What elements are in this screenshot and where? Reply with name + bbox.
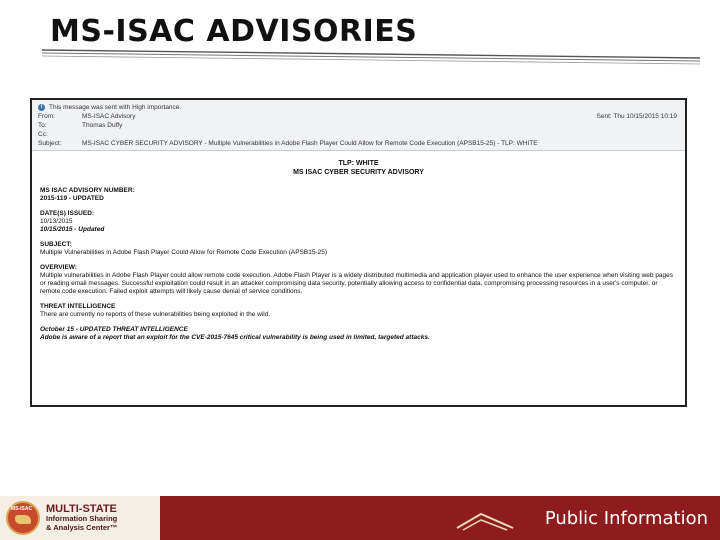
threat-text: There are currently no reports of these vulnerabilities being exploited in the wild. — [40, 311, 271, 318]
dates-label: DATE(S) ISSUED: — [40, 210, 95, 217]
chevron-decoration-icon — [455, 508, 515, 532]
from-label: From: — [38, 113, 55, 120]
subject-value: MS-ISAC CYBER SECURITY ADVISORY - Multiple Vulnerabilities in Adobe Flash Player Could Allow for Remote Code Execution (APSB15-25) - TLP: WHITE — [82, 140, 538, 147]
slide-title: MS-ISAC ADVISORIES — [50, 14, 418, 49]
importance-banner — [38, 103, 679, 112]
tlp-heading — [40, 159, 677, 177]
update-label: October 15 - UPDATED THREAT INTELLIGENCE — [40, 326, 188, 333]
footer-public-information: Public Information — [544, 508, 708, 529]
cc-value — [82, 130, 679, 139]
ms-isac-logo — [0, 496, 160, 540]
importance-text: This message was sent with High importance. — [49, 104, 182, 111]
us-map-icon — [15, 515, 31, 524]
overview-label: OVERVIEW: — [40, 264, 77, 271]
from-row — [38, 112, 679, 121]
to-label: To: — [38, 122, 47, 129]
date-updated: 10/15/2015 - Updated — [40, 226, 105, 233]
threat-label: THREAT INTELLIGENCE — [40, 303, 116, 310]
date-issued: 10/13/2015 — [40, 218, 73, 225]
logo-line2: Information Sharing — [46, 513, 118, 523]
cc-row — [38, 130, 679, 139]
logo-line1: MULTI-STATE — [46, 502, 117, 515]
advisory-title: MS ISAC CYBER SECURITY ADVISORY — [293, 169, 424, 176]
from-value[interactable]: MS-ISAC Advisory — [82, 113, 136, 120]
update-text: Adobe is aware of a report that an exploit for the CVE-2015-7645 critical vulnerability is being used in limited, targeted attacks. — [40, 334, 430, 341]
email-header — [32, 100, 685, 151]
to-row — [38, 121, 679, 130]
subject-row — [38, 139, 679, 148]
overview-text: Multiple vulnerabilities in Adobe Flash Player could allow remote code execution. Adobe Flash Player is a widely distributed multimedia and application player used to enhance the user experience when visiting web pages or reading email messages. Successful exploitation could result in an attacker compromising data security, potentially allowing access to confidential data, compromising processing resources in a user's computer, or remote code execution. Failed exploit attempts will likely cause denial of service conditions. — [40, 272, 674, 295]
cc-label: Cc: — [38, 131, 48, 138]
subject-section-label: SUBJECT: — [40, 241, 72, 248]
advisory-number: 2015-119 - UPDATED — [40, 195, 104, 202]
logo-line3: & Analysis Center™ — [46, 522, 118, 532]
tlp-label: TLP: WHITE — [338, 160, 379, 167]
to-value[interactable]: Thomas Duffy — [82, 122, 123, 129]
sent-date: Sent: Thu 10/15/2015 10:19 — [596, 113, 677, 120]
logo-text — [46, 502, 118, 532]
subject-section-text: Multiple Vulnerabilities in Adobe Flash Player Could Allow for Remote Code Execution (APSB15-25) — [40, 249, 327, 256]
email-body — [32, 151, 685, 346]
seal-icon — [6, 501, 40, 535]
info-icon: i — [38, 104, 45, 111]
subject-label: Subject: — [38, 140, 62, 147]
advisory-number-label: MS ISAC ADVISORY NUMBER: — [40, 187, 135, 194]
email-screenshot — [30, 98, 687, 407]
seal-text: MS-ISAC — [11, 506, 33, 512]
